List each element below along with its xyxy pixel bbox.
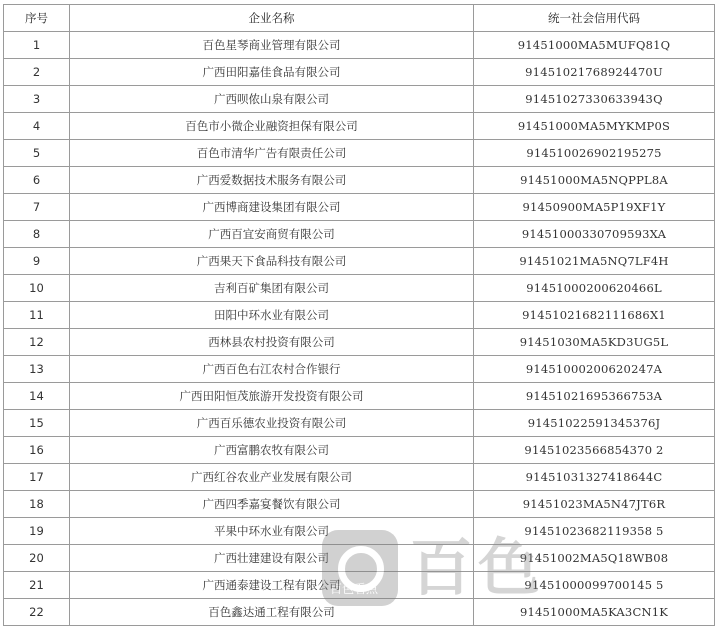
header-code: 统一社会信用代码 xyxy=(474,5,715,32)
table-row xyxy=(4,32,715,59)
cell-company-name: 广西百乐德农业投资有限公司 xyxy=(70,410,474,437)
cell-index: 6 xyxy=(4,167,70,194)
cell-credit-code: 91451022591345376J xyxy=(474,410,715,437)
watermark-brand-text: 百色 xyxy=(410,531,547,604)
cell-credit-code: 91451023682119358 5 xyxy=(474,518,715,545)
cell-company-name: 田阳中环水业有限公司 xyxy=(70,302,474,329)
table-header-row xyxy=(4,5,715,32)
cell-company-name: 广西富鹏农牧有限公司 xyxy=(70,437,474,464)
cell-company-name: 广西百色右江农村合作银行 xyxy=(70,356,474,383)
cell-credit-code: 91451000MA5MYKMP0S xyxy=(474,113,715,140)
table-row xyxy=(4,248,715,275)
cell-index: 3 xyxy=(4,86,70,113)
cell-index: 14 xyxy=(4,383,70,410)
table-row xyxy=(4,518,715,545)
table-row xyxy=(4,86,715,113)
cell-credit-code: 91451000MA5MUFQ81Q xyxy=(474,32,715,59)
cell-credit-code: 91451021768924470U xyxy=(474,59,715,86)
table-row xyxy=(4,356,715,383)
cell-index: 19 xyxy=(4,518,70,545)
cell-index: 10 xyxy=(4,275,70,302)
cell-index: 9 xyxy=(4,248,70,275)
cell-credit-code: 91451021695366753A xyxy=(474,383,715,410)
cell-company-name: 广西红谷农业产业发展有限公司 xyxy=(70,464,474,491)
cell-company-name: 广西果天下食品科技有限公司 xyxy=(70,248,474,275)
cell-index: 2 xyxy=(4,59,70,86)
cell-company-name: 百色市小微企业融资担保有限公司 xyxy=(70,113,474,140)
cell-company-name: 广西呗侬山泉有限公司 xyxy=(70,86,474,113)
cell-credit-code: 91451000200620247A xyxy=(474,356,715,383)
table-row xyxy=(4,113,715,140)
table-row xyxy=(4,545,715,572)
table-row xyxy=(4,410,715,437)
table-row xyxy=(4,464,715,491)
table-row xyxy=(4,59,715,86)
enterprise-table xyxy=(3,4,715,626)
table-row xyxy=(4,572,715,599)
cell-index: 16 xyxy=(4,437,70,464)
cell-index: 15 xyxy=(4,410,70,437)
cell-company-name: 广西田阳嘉佳食品有限公司 xyxy=(70,59,474,86)
table-row xyxy=(4,302,715,329)
header-index: 序号 xyxy=(4,5,70,32)
table-row xyxy=(4,140,715,167)
cell-index: 18 xyxy=(4,491,70,518)
table-row xyxy=(4,491,715,518)
cell-credit-code: 91451030MA5KD3UG5L xyxy=(474,329,715,356)
cell-index: 22 xyxy=(4,599,70,626)
cell-index: 1 xyxy=(4,32,70,59)
cell-credit-code: 91451000330709593XA xyxy=(474,221,715,248)
cell-company-name: 广西壮建建设有限公司 xyxy=(70,545,474,572)
cell-company-name: 平果中环水业有限公司 xyxy=(70,518,474,545)
cell-credit-code: 91451000MA5KA3CN1K xyxy=(474,599,715,626)
table-row xyxy=(4,437,715,464)
table-row xyxy=(4,167,715,194)
cell-company-name: 广西百宜安商贸有限公司 xyxy=(70,221,474,248)
cell-index: 17 xyxy=(4,464,70,491)
table-row xyxy=(4,194,715,221)
cell-index: 13 xyxy=(4,356,70,383)
cell-index: 12 xyxy=(4,329,70,356)
table-row xyxy=(4,275,715,302)
cell-credit-code: 91451021MA5NQ7LF4H xyxy=(474,248,715,275)
cell-credit-code: 91451021682111686X1 xyxy=(474,302,715,329)
table-body xyxy=(4,32,715,626)
cell-company-name: 广西田阳恒茂旅游开发投资有限公司 xyxy=(70,383,474,410)
header-name: 企业名称 xyxy=(70,5,474,32)
cell-index: 21 xyxy=(4,572,70,599)
cell-credit-code: 91451031327418644C xyxy=(474,464,715,491)
cell-company-name: 西林县农村投资有限公司 xyxy=(70,329,474,356)
table-row xyxy=(4,221,715,248)
cell-credit-code: 91451002MA5Q18WB08 xyxy=(474,545,715,572)
cell-credit-code: 91451000099700145 5 xyxy=(474,572,715,599)
cell-company-name: 广西爱数据技术服务有限公司 xyxy=(70,167,474,194)
cell-credit-code: 91451000200620466L xyxy=(474,275,715,302)
cell-credit-code: 91451000MA5NQPPL8A xyxy=(474,167,715,194)
cell-index: 5 xyxy=(4,140,70,167)
cell-credit-code: 91451023566854370 2 xyxy=(474,437,715,464)
cell-index: 7 xyxy=(4,194,70,221)
cell-company-name: 百色市清华广告有限责任公司 xyxy=(70,140,474,167)
cell-credit-code: 91451027330633943Q xyxy=(474,86,715,113)
cell-company-name: 百色鑫达通工程有限公司 xyxy=(70,599,474,626)
cell-credit-code: 91450900MA5P19XF1Y xyxy=(474,194,715,221)
cell-index: 11 xyxy=(4,302,70,329)
cell-credit-code: 914510026902195275 xyxy=(474,140,715,167)
cell-company-name: 广西通泰建设工程有限公司 xyxy=(70,572,474,599)
table-row xyxy=(4,383,715,410)
cell-index: 4 xyxy=(4,113,70,140)
cell-company-name: 百色星琴商业管理有限公司 xyxy=(70,32,474,59)
watermark-sub-text: 百色看点 xyxy=(330,582,379,596)
cell-company-name: 广西博商建设集团有限公司 xyxy=(70,194,474,221)
cell-index: 8 xyxy=(4,221,70,248)
table-row xyxy=(4,329,715,356)
cell-company-name: 吉利百矿集团有限公司 xyxy=(70,275,474,302)
table-row xyxy=(4,599,715,626)
cell-company-name: 广西四季嘉宴餐饮有限公司 xyxy=(70,491,474,518)
cell-credit-code: 91451023MA5N47JT6R xyxy=(474,491,715,518)
cell-index: 20 xyxy=(4,545,70,572)
